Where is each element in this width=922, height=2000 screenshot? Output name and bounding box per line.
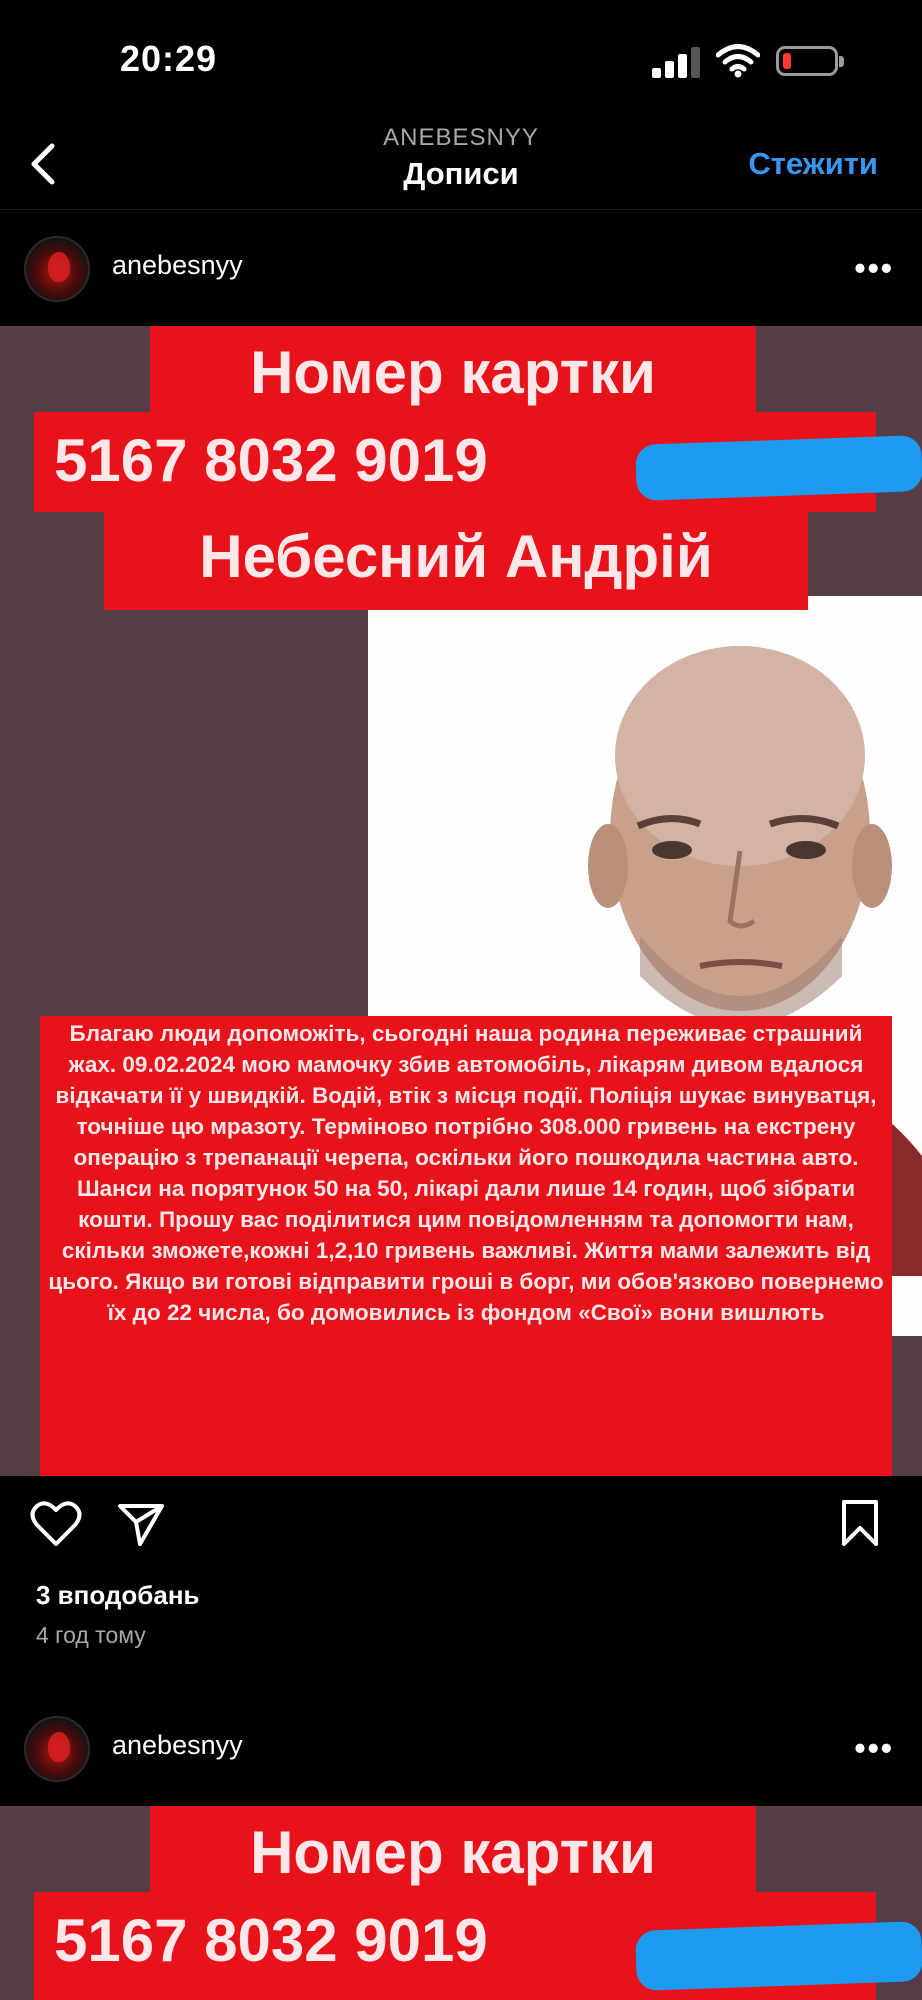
post-username[interactable]: anebesnyy — [112, 1730, 243, 1760]
card-number: 5167 8032 9019 — [54, 1907, 488, 1974]
story-text: Благаю люди допоможіть, сьогодні наша родина переживає страшний жах. 09.02.2024 мою мамочку збив автомобіль, лікарям дивом вдалося відкачати її у швидкій. Водій, втік з місця події. Поліція шукає винуватця, точніше цю мразоту. Терміново потрібно 308.000 гривень на екстрену операцію з трепанації черепа, оскільки його пошкодила частина авто. Шанси на порятунок 50 на 50, лікарі дали лише 14 годин, щоб зібрати кошти. Прошу вас поділитися цим повідомленням та допомогти нам, скільки зможете,кожні 1,2,10 гривень важливі. Життя мами залежить від цього. Якщо ви готові відправити гроші в борг, ми обов'язково повернемо їх до 22 числа, бо домовились із фондом «Свої» вони вишлють — [48, 1021, 884, 1325]
post-image[interactable] — [0, 326, 922, 1476]
post-username[interactable]: anebesnyy — [112, 250, 243, 280]
post-image[interactable] — [0, 1806, 922, 2000]
cellular-signal-icon — [652, 46, 702, 78]
bookmark-icon[interactable] — [838, 1498, 882, 1548]
more-icon[interactable]: ••• — [854, 1730, 894, 1766]
card-holder-name: Небесний Андрій — [199, 523, 713, 590]
avatar[interactable] — [24, 1716, 90, 1782]
post-timestamp: 4 год тому — [36, 1622, 146, 1648]
card-title: Номер картки — [250, 1819, 656, 1886]
redaction-mark — [635, 1921, 922, 1991]
page-title: Дописи — [403, 156, 519, 191]
header-username: ANEBESNYY — [383, 124, 539, 151]
card-title: Номер картки — [250, 339, 656, 406]
post-actions — [0, 1476, 922, 1666]
battery-icon — [776, 46, 838, 76]
wifi-icon — [716, 44, 760, 78]
more-icon[interactable]: ••• — [854, 250, 894, 286]
redaction-mark — [635, 435, 922, 501]
status-bar — [0, 0, 922, 120]
avatar[interactable] — [24, 236, 90, 302]
card-number: 5167 8032 9019 — [54, 427, 488, 494]
post-header — [0, 1692, 922, 1807]
likes-count[interactable]: 3 вподобань — [36, 1580, 200, 1610]
send-icon[interactable] — [116, 1500, 166, 1548]
post-header — [0, 212, 922, 327]
top-nav-header — [0, 120, 922, 210]
follow-button[interactable]: Стежити — [748, 146, 878, 181]
heart-icon[interactable] — [30, 1500, 82, 1548]
status-time: 20:29 — [120, 38, 218, 79]
battery-level — [783, 53, 791, 69]
